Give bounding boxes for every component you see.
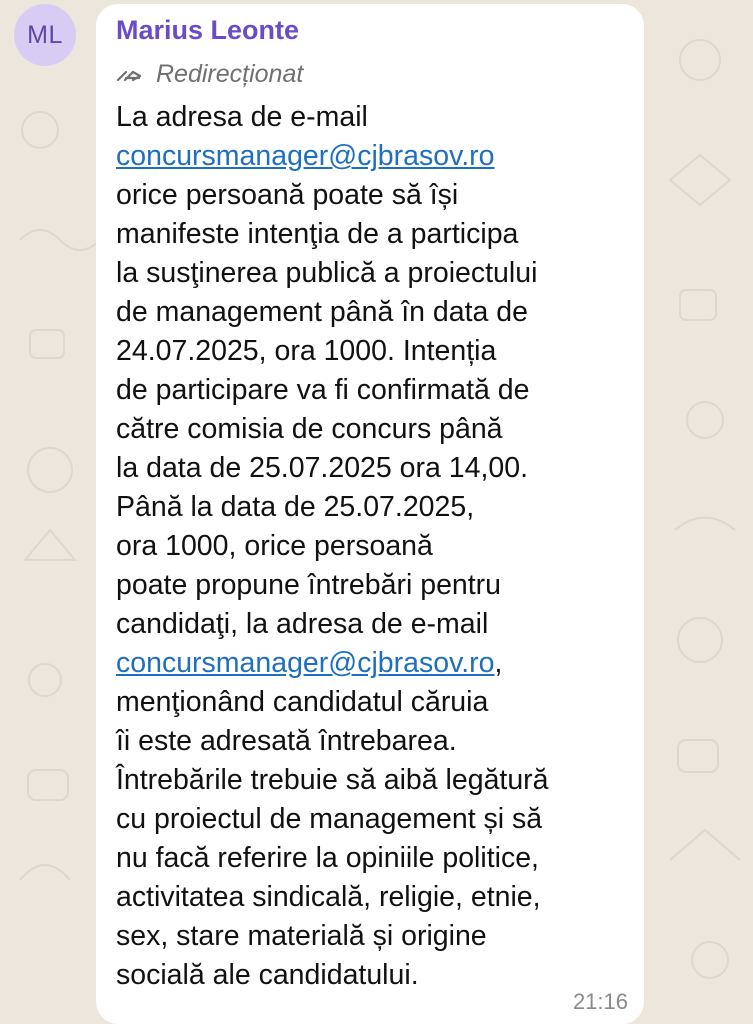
message-bubble[interactable]: [96, 4, 644, 1024]
message-line: [116, 839, 636, 878]
message-line: [116, 488, 636, 527]
message-line-text: Până la data de 25.07.2025,: [116, 491, 475, 523]
message-line-text: manifeste intenţia de a participa: [116, 218, 519, 250]
message-line: [116, 527, 636, 566]
punctuation: ,: [494, 647, 503, 679]
message-line: [116, 917, 636, 956]
message-line: [116, 176, 636, 215]
sender-name[interactable]: Marius Leonte: [116, 15, 300, 45]
forwarded-label: Redirecționat: [156, 59, 304, 88]
message-line-text: poate propune întrebări pentru: [116, 569, 502, 601]
message-line-text: 24.07.2025, ora 1000. Intenția: [116, 335, 497, 367]
message-line: [116, 449, 636, 488]
forward-arrow-icon: [116, 64, 142, 84]
message-line-text: la data de 25.07.2025 ora 14,00.: [116, 452, 529, 484]
message-line: [116, 800, 636, 839]
message-line-text: socială ale candidatului.: [116, 959, 419, 991]
message-line-text: îi este adresată întrebarea.: [116, 725, 457, 757]
message-line-text: către comisia de concurs până: [116, 413, 503, 445]
message-line: [116, 254, 636, 293]
message-line: [116, 722, 636, 761]
message-line: [116, 878, 636, 917]
message-text: [116, 98, 636, 995]
forwarded-indicator: [116, 59, 303, 89]
message-line: [116, 215, 636, 254]
message-line: [116, 410, 636, 449]
message-line-text: cu proiectul de management și să: [116, 803, 543, 835]
avatar[interactable]: [14, 4, 76, 66]
message-line: [116, 683, 636, 722]
email-link[interactable]: concursmanager@cjbrasov.ro: [116, 140, 495, 172]
message-line-text: nu facă referire la opiniile politice,: [116, 842, 539, 874]
message-line: [116, 371, 636, 410]
avatar-initials: ML: [27, 20, 63, 49]
message-line: [116, 137, 636, 176]
message-line-text: la susţinerea publică a proiectului: [116, 257, 538, 289]
email-link[interactable]: concursmanager@cjbrasov.ro: [116, 647, 495, 679]
message-line: [116, 566, 636, 605]
message-line: [116, 332, 636, 371]
message-line-text: de management până în data de: [116, 296, 528, 328]
message-line-text: activitatea sindicală, religie, etnie,: [116, 881, 541, 913]
message-line: [116, 761, 636, 800]
message-line-text: menţionând candidatul căruia: [116, 686, 489, 718]
message-line: [116, 605, 636, 644]
message-line-text: Întrebările trebuie să aibă legătură: [116, 764, 549, 796]
message-line-text: sex, stare materială și origine: [116, 920, 487, 952]
message-timestamp: 21:16: [572, 989, 628, 1014]
message-line-text: candidaţi, la adresa de e-mail: [116, 608, 489, 640]
message-line-text: orice persoană poate să își: [116, 179, 459, 211]
message-line: [116, 293, 636, 332]
message-line: [116, 98, 636, 137]
message-line: [116, 956, 636, 995]
message-line-text: de participare va fi confirmată de: [116, 374, 530, 406]
message-line: [116, 644, 636, 683]
message-line-text: La adresa de e-mail: [116, 101, 368, 133]
message-line-text: ora 1000, orice persoană: [116, 530, 433, 562]
